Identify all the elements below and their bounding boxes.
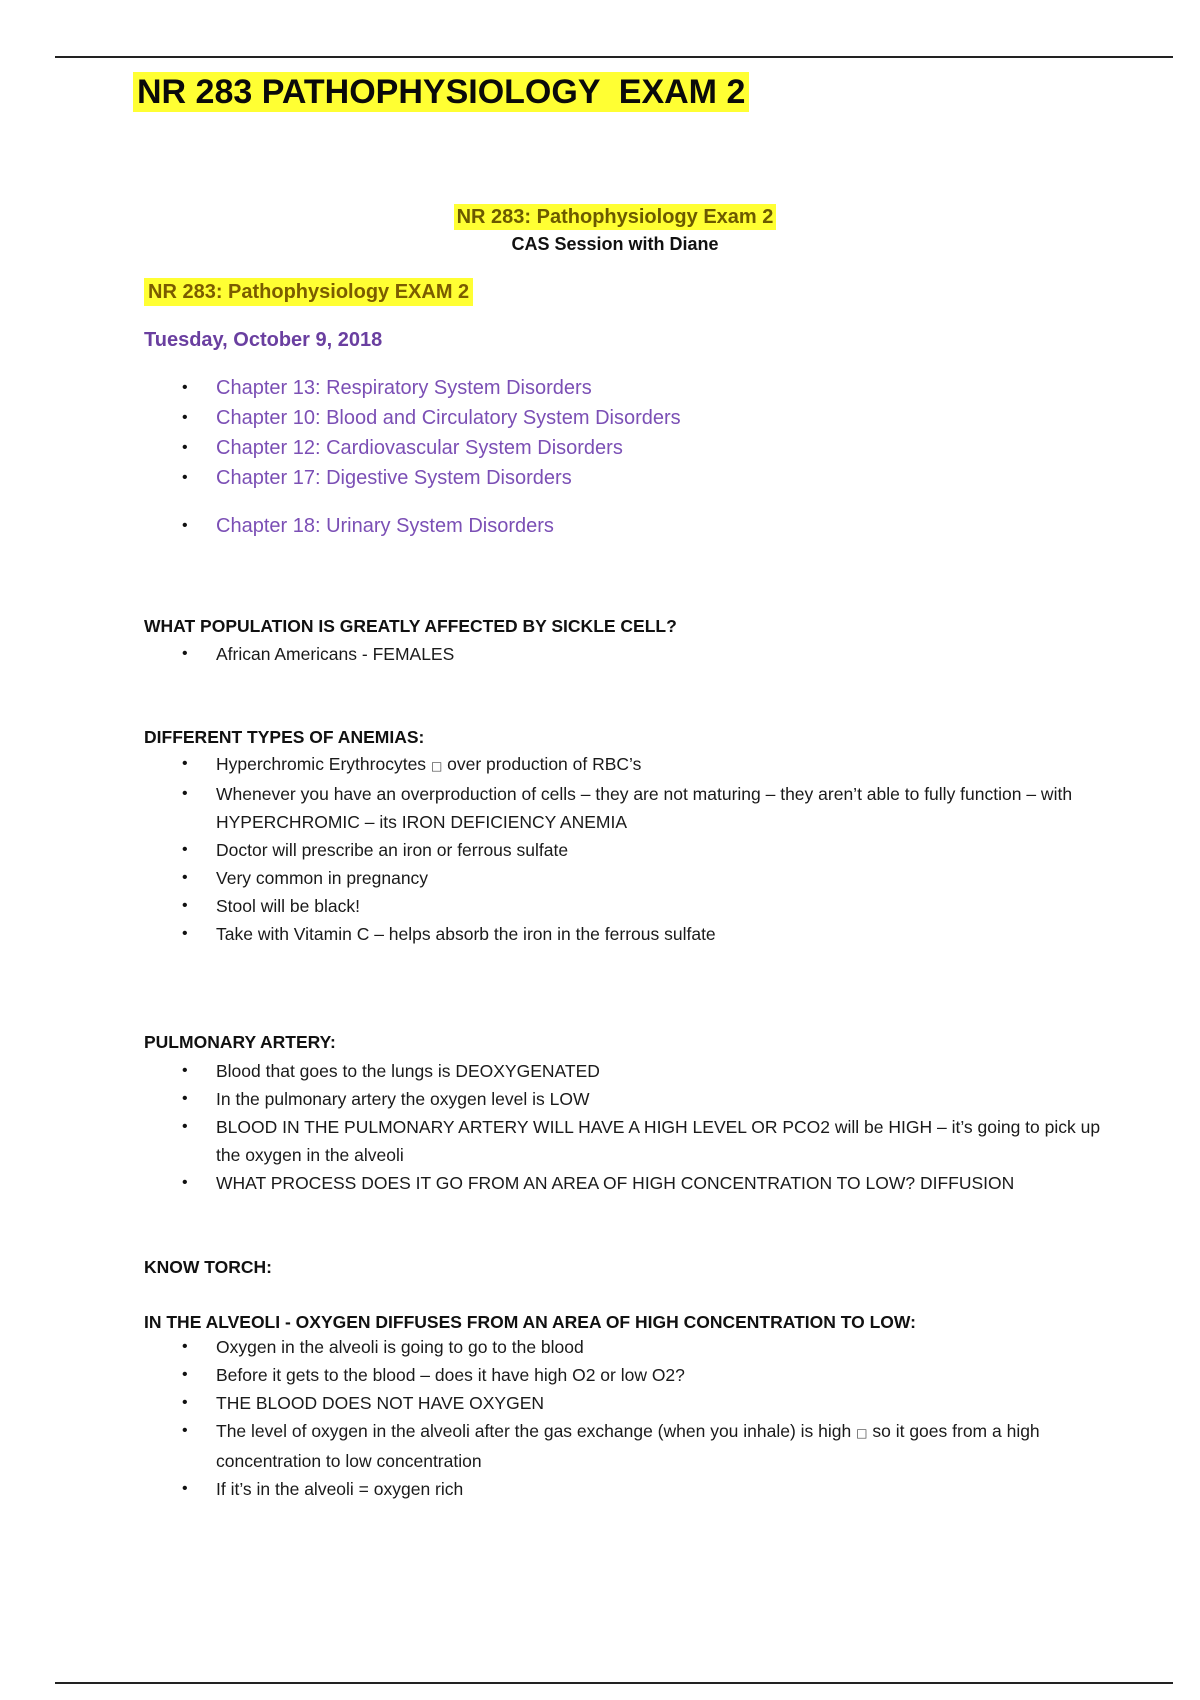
list-item-text: over production of RBC’s (447, 754, 642, 774)
arrow-placeholder-icon: □ (856, 1426, 868, 1440)
arrow-placeholder-icon: □ (430, 759, 443, 773)
list-item: • Stool will be black! (144, 892, 1104, 920)
top-rule (55, 56, 1173, 58)
torch-heading: KNOW TORCH: (144, 1257, 272, 1277)
bottom-rule (55, 1682, 1173, 1684)
list-item: • If it’s in the alveoli = oxygen rich (144, 1475, 1104, 1503)
list-item-text: so it goes from a high concentration to low concentration (216, 1421, 1040, 1471)
list-item: • WHAT PROCESS DOES IT GO FROM AN AREA OF HIGH CONCENTRATION TO LOW? DIFFUSION (144, 1169, 1104, 1197)
exam-date: Tuesday, October 9, 2018 (144, 329, 383, 351)
chapter-item: • Chapter 18: Urinary System Disorders (144, 511, 1044, 541)
list-item (144, 750, 1104, 780)
document-title: NR 283 PATHOPHYSIOLOGY EXAM 2 (133, 72, 749, 112)
chapter-item: • Chapter 13: Respiratory System Disorders (144, 373, 1044, 403)
list-item: • THE BLOOD DOES NOT HAVE OXYGEN (144, 1389, 1104, 1417)
pulmonary-artery-heading: PULMONARY ARTERY: (144, 1032, 336, 1052)
session-subtitle: CAS Session with Diane (511, 234, 719, 254)
list-item: • African Americans - FEMALES (144, 640, 1104, 668)
sickle-cell-heading: WHAT POPULATION IS GREATLY AFFECTED BY SICKLE CELL? (144, 616, 677, 636)
list-item: • Whenever you have an overproduction of cells – they are not maturing – they aren’t able to fully function – with HYPERCHROMIC – its IRON DEFICIENCY ANEMIA (144, 780, 1104, 836)
anemias-heading: DIFFERENT TYPES OF ANEMIAS: (144, 727, 425, 747)
list-item: • BLOOD IN THE PULMONARY ARTERY WILL HAVE A HIGH LEVEL OR PCO2 will be HIGH – it’s going to pick up the oxygen in the alveoli (144, 1113, 1104, 1169)
alveoli-heading: IN THE ALVEOLI - OXYGEN DIFFUSES FROM AN AREA OF HIGH CONCENTRATION TO LOW: (144, 1312, 916, 1332)
chapter-list (144, 373, 1044, 541)
session-title: NR 283: Pathophysiology Exam 2 (454, 204, 777, 230)
list-item: • Blood that goes to the lungs is DEOXYGENATED (144, 1057, 1104, 1085)
chapter-item: • Chapter 17: Digestive System Disorders (144, 463, 1044, 493)
chapter-item: • Chapter 10: Blood and Circulatory System Disorders (144, 403, 1044, 433)
list-item (144, 1417, 1104, 1475)
list-item: • In the pulmonary artery the oxygen level is LOW (144, 1085, 1104, 1113)
pulmonary-artery-list (144, 1057, 1104, 1197)
list-item: • Take with Vitamin C – helps absorb the iron in the ferrous sulfate (144, 920, 1104, 948)
list-item: • Doctor will prescribe an iron or ferrous sulfate (144, 836, 1104, 864)
chapter-item: • Chapter 12: Cardiovascular System Disorders (144, 433, 1044, 463)
exam-title: NR 283: Pathophysiology EXAM 2 (144, 278, 473, 306)
alveoli-list (144, 1333, 1104, 1503)
list-item-text: The level of oxygen in the alveoli after the gas exchange (when you inhale) is high (216, 1421, 852, 1441)
sickle-cell-list (144, 640, 1104, 668)
list-item: • Very common in pregnancy (144, 864, 1104, 892)
list-item: • Before it gets to the blood – does it have high O2 or low O2? (144, 1361, 1104, 1389)
session-header (450, 204, 780, 256)
list-item: • Oxygen in the alveoli is going to go to the blood (144, 1333, 1104, 1361)
list-item-text: Hyperchromic Erythrocytes (216, 754, 427, 774)
anemias-list (144, 750, 1104, 948)
